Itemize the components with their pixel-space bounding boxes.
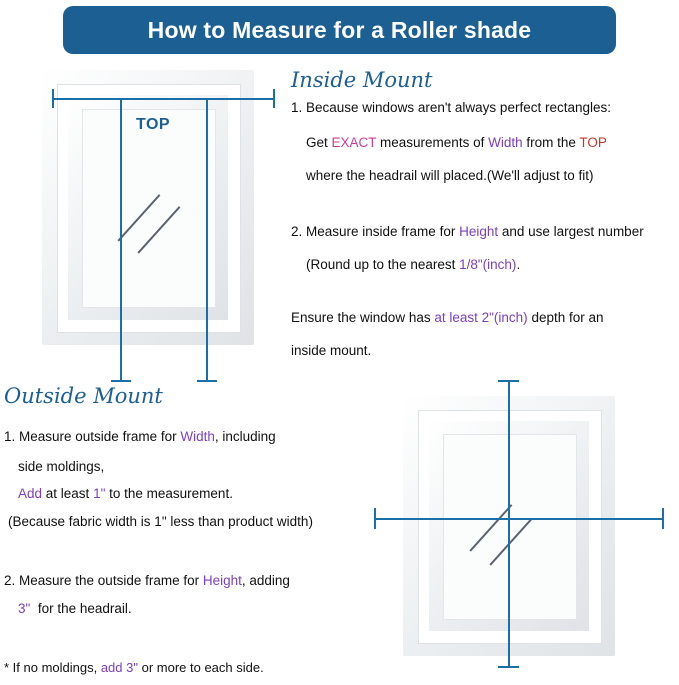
inside-width-measure-line: [52, 98, 275, 100]
inside-top-label: TOP: [136, 116, 171, 133]
inside-width-cap-right: [273, 89, 275, 108]
highlight-exact: EXACT: [331, 135, 377, 150]
inside-width-cap-left: [52, 89, 54, 108]
highlight-footnote-add: add 3": [100, 660, 138, 675]
inside-height-measure-line-left: [120, 98, 122, 382]
outside-mount-line-3: Add at least 1" to the measurement.: [18, 486, 233, 501]
highlight-depth: at least 2"(inch): [434, 310, 528, 325]
outside-mount-window-diagram: [360, 378, 679, 685]
highlight-top: TOP: [579, 135, 607, 150]
inside-mount-line-5: (Round up to the nearest 1/8"(inch).: [306, 257, 521, 272]
outside-width-cap-left: [374, 508, 376, 529]
highlight-fraction: 1/8"(inch): [459, 257, 517, 272]
highlight-one-inch: 1": [93, 486, 106, 501]
outside-mount-line-4: (Because fabric width is 1" less than product width): [8, 514, 313, 529]
outside-mount-footnote: * If no moldings, add 3" or more to each side.: [4, 660, 264, 675]
inside-height-cap-right-bottom: [197, 380, 217, 382]
outside-mount-line-5: 2. Measure the outside frame for Height, adding: [4, 573, 290, 588]
window-glass: [82, 109, 216, 308]
page-header-banner: [63, 6, 616, 54]
inside-mount-line-1: 1. Because windows aren't always perfect rectangles:: [291, 100, 611, 115]
outside-mount-heading: Outside Mount: [4, 384, 163, 408]
highlight-add: Add: [18, 486, 43, 501]
inside-height-cap-left-bottom: [111, 380, 131, 382]
outside-width-cap-right: [662, 508, 664, 529]
inside-mount-line-2: Get EXACT measurements of Width from the TOP: [306, 135, 607, 150]
outside-height-cap-top: [498, 380, 519, 382]
outside-height-cap-bottom: [498, 666, 519, 668]
window-glass: [443, 434, 577, 620]
highlight-width: Width: [488, 135, 523, 150]
outside-height-measure-line: [508, 380, 510, 668]
inside-mount-line-4: 2. Measure inside frame for Height and use largest number: [291, 224, 644, 239]
outside-mount-line-2: side moldings,: [18, 459, 105, 474]
inside-mount-heading: Inside Mount: [291, 68, 433, 92]
outside-mount-line-1: 1. Measure outside frame for Width, including: [4, 429, 276, 444]
page-title: How to Measure for a Roller shade: [147, 16, 532, 43]
inside-mount-window-diagram: [10, 62, 275, 350]
inside-mount-line-7: inside mount.: [291, 343, 372, 358]
highlight-width: Width: [180, 429, 215, 444]
highlight-height: Height: [202, 573, 242, 588]
outside-width-measure-line: [374, 518, 664, 520]
highlight-height: Height: [459, 224, 499, 239]
outside-mount-line-6: 3" for the headrail.: [18, 601, 132, 616]
highlight-three-inch: 3": [18, 601, 31, 616]
inside-height-measure-line-right: [206, 98, 208, 382]
inside-mount-line-3: where the headrail will placed.(We'll adjust to fit): [306, 168, 594, 183]
inside-mount-line-6: Ensure the window has at least 2"(inch) depth for an: [291, 310, 604, 325]
